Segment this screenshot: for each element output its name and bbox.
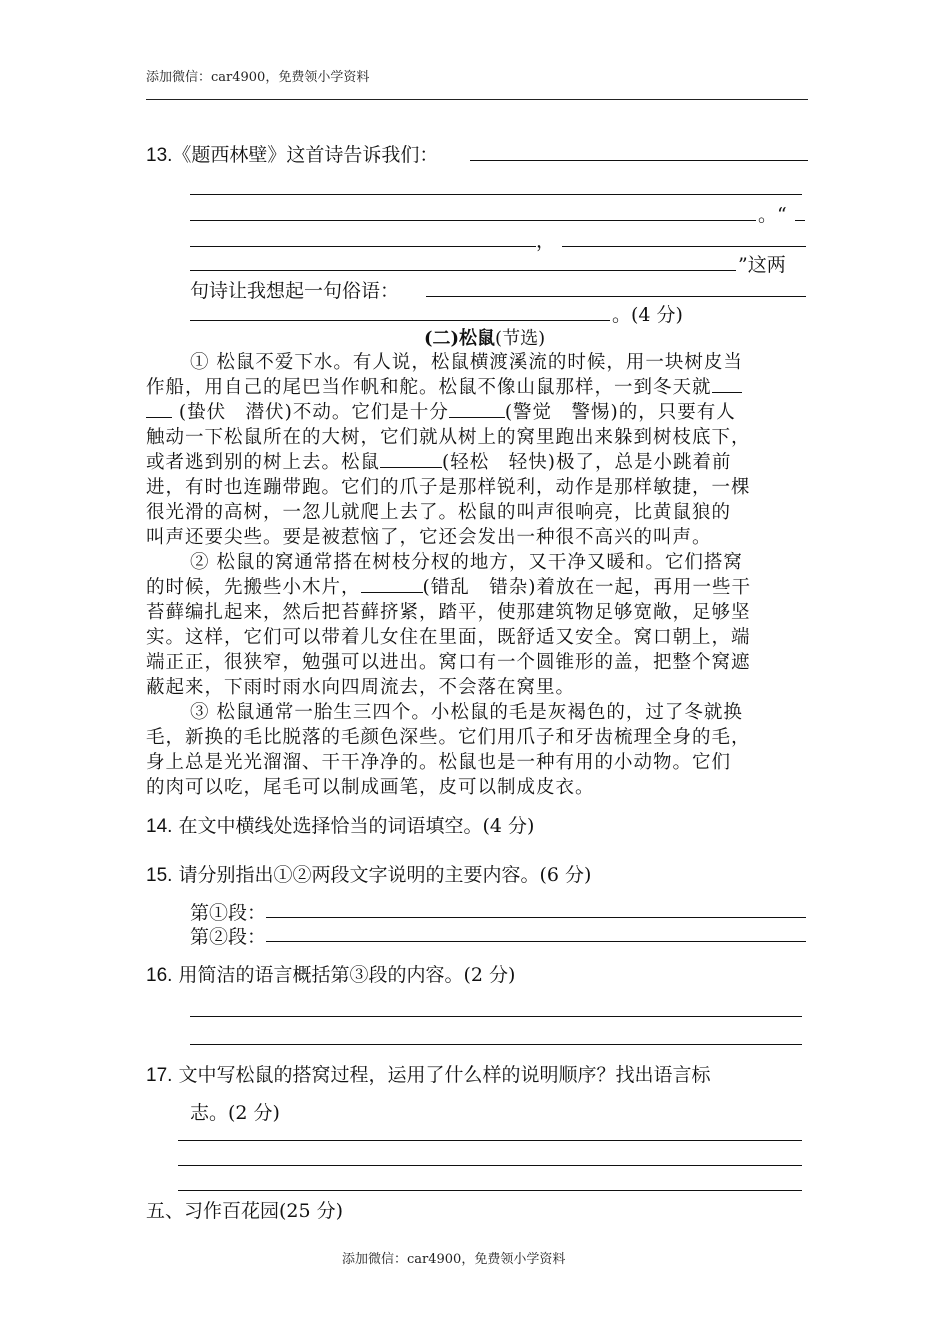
q13-number: 13. <box>146 145 173 166</box>
passage-line: ① 松鼠不爱下水。有人说，松鼠横渡溪流的时候，用一块树皮当 <box>190 352 743 373</box>
passage-line: ② 松鼠的窝通常搭在树枝分杈的地方，又干净又暖和。它们搭窝 <box>190 552 743 573</box>
q14-text: 在文中横线处选择恰当的词语填空。(4 分) <box>178 815 535 837</box>
passage-line: 的肉可以吃，尾毛可以制成画笔，皮可以制成皮衣。 <box>146 777 595 798</box>
passage-line <box>146 373 742 399</box>
q15-part2-line[interactable] <box>266 941 806 942</box>
q17-line <box>146 1060 710 1087</box>
q13-proverb-prompt: 句诗让我想起一句俗语： <box>190 280 400 302</box>
q17-number: 17. <box>146 1065 173 1086</box>
passage-title-note: (节选) <box>495 328 546 349</box>
q15-part1-line[interactable] <box>266 917 806 918</box>
passage-line: 叫声还要尖些。要是被惹恼了，它还会发出一种很不高兴的叫声。 <box>146 527 712 548</box>
q13-answer-line-3[interactable] <box>190 220 756 221</box>
footer-note: 添加微信：car4900，免费领小学资料 <box>342 1252 566 1267</box>
blank-1a[interactable] <box>712 374 742 393</box>
passage-title-text: (二)松鼠 <box>424 328 496 349</box>
q17-answer-line-2[interactable] <box>178 1165 802 1166</box>
q15-line <box>146 860 591 887</box>
q13-answer-line-1[interactable] <box>470 160 808 161</box>
passage-line: 苔藓编扎起来，然后把苔藓挤紧，踏平，使那建筑物足够宽敞，足够坚 <box>146 602 751 623</box>
passage-title <box>424 324 545 350</box>
q16-number: 16. <box>146 965 173 986</box>
passage-line-text: (警觉 警惕)的，只要有人 <box>504 402 736 423</box>
q17-text: 文中写松鼠的搭窝过程，运用了什么样的说明顺序？找出语言标 <box>178 1064 711 1086</box>
header-rule <box>146 99 808 100</box>
q17-answer-line-3[interactable] <box>178 1190 802 1191</box>
q15-number: 15. <box>146 865 173 886</box>
q15-part2-label: 第②段： <box>190 926 267 948</box>
q13-score: 。(4 分) <box>612 304 683 326</box>
q17-text-cont: 志。(2 分) <box>190 1102 280 1124</box>
q15-text: 请分别指出①②两段文字说明的主要内容。(6 分) <box>178 864 592 886</box>
passage-line: 触动一下松鼠所在的大树，它们就从树上的窝里跑出来躲到树枝底下， <box>146 427 751 448</box>
blank-4[interactable] <box>361 574 423 593</box>
passage-line-text: (错乱 错杂)着放在一起，再用一些干 <box>422 577 751 598</box>
passage-line: 端正正，很狭窄，勉强可以进出。窝口有一个圆锥形的盖，把整个窝遮 <box>146 652 751 673</box>
q13-answer-line-3b[interactable] <box>795 220 805 221</box>
q13-answer-line-5[interactable] <box>190 270 736 271</box>
q17-answer-line-1[interactable] <box>178 1140 802 1141</box>
blank-3[interactable] <box>380 449 442 468</box>
q16-answer-line-2[interactable] <box>190 1044 802 1045</box>
passage-line-text: (蛰伏 潜伏)不动。它们是十分 <box>178 402 449 423</box>
header-note: 添加微信：car4900，免费领小学资料 <box>146 70 370 85</box>
passage-line: ③ 松鼠通常一胎生三四个。小松鼠的毛是灰褐色的，过了冬就换 <box>190 702 743 723</box>
passage-line <box>146 448 731 474</box>
q13-answer-line-4a[interactable] <box>190 246 536 247</box>
q13-line <box>146 140 438 167</box>
passage-line <box>146 573 751 599</box>
section-5-title: 五、习作百花园(25 分) <box>146 1200 344 1222</box>
q13-quote-close: ”这两 <box>738 254 786 276</box>
blank-2[interactable] <box>449 399 505 418</box>
passage-line: 进，有时也连蹦带跑。它们的爪子是那样锐利，动作是那样敏捷，一棵 <box>146 477 751 498</box>
q16-line <box>146 960 515 987</box>
passage-line: 实。这样，它们可以带着儿女住在里面，既舒适又安全。窝口朝上，端 <box>146 627 751 648</box>
q14-number: 14. <box>146 816 173 837</box>
passage-line-text: (轻松 轻快)极了，总是小跳着前 <box>442 452 732 473</box>
q13-answer-line-4b[interactable] <box>562 246 806 247</box>
passage-line-text: 作船，用自己的尾巴当作帆和舵。松鼠不像山鼠那样，一到冬天就 <box>146 377 712 398</box>
q14-line <box>146 811 534 838</box>
passage-line: 身上总是光光溜溜、干干净净的。松鼠也是一种有用的小动物。它们 <box>146 752 732 773</box>
passage-line <box>146 398 736 424</box>
blank-1b[interactable] <box>146 399 172 418</box>
q13-proverb-line-1[interactable] <box>426 296 806 297</box>
q13-prompt: 《题西林壁》这首诗告诉我们： <box>172 144 439 166</box>
q13-proverb-line-2[interactable] <box>190 320 610 321</box>
passage-line-text: 的时候，先搬些小木片， <box>146 577 361 598</box>
passage-line: 毛，新换的毛比脱落的毛颜色深些。它们用爪子和牙齿梳理全身的毛， <box>146 727 751 748</box>
q16-text: 用简洁的语言概括第③段的内容。(2 分) <box>178 964 516 986</box>
passage-line-text: 或者逃到别的树上去。松鼠 <box>146 452 381 473</box>
passage-line: 蔽起来，下雨时雨水向四周流去，不会落在窝里。 <box>146 677 576 698</box>
q13-answer-line-2[interactable] <box>190 194 802 195</box>
q15-part1-label: 第①段： <box>190 902 267 924</box>
passage-line: 很光滑的高树，一忽儿就爬上去了。松鼠的叫声很响亮，比黄鼠狼的 <box>146 502 732 523</box>
q16-answer-line-1[interactable] <box>190 1016 802 1017</box>
q13-quote-open: 。“ <box>758 204 787 226</box>
q13-comma: ， <box>536 230 556 252</box>
